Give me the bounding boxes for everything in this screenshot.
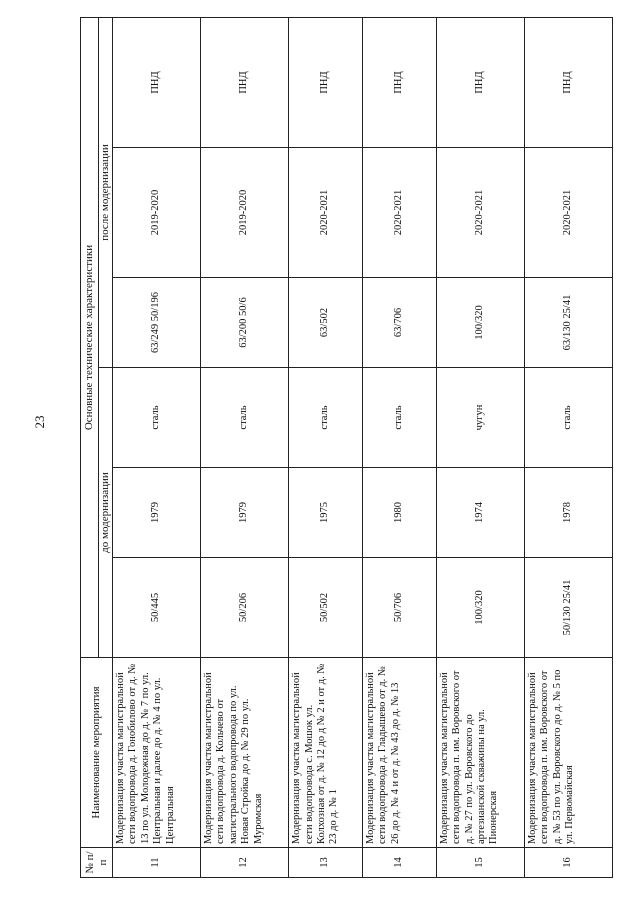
row-pipe: ПНД [201,18,289,148]
row-num: 12 [201,848,289,878]
row-material: сталь [524,368,612,468]
row-pipe: ПНД [436,18,524,148]
row-year-before: 1974 [436,468,524,558]
row-pipe: ПНД [113,18,201,148]
row-year-after: 2019-2020 [113,148,201,278]
row-diam-before: 50/445 [113,558,201,658]
row-year-after: 2020-2021 [436,148,524,278]
row-material: сталь [201,368,289,468]
header-characteristics: Основные технические характеристики [81,18,99,658]
row-year-before: 1980 [362,468,436,558]
row-year-after: 2020-2021 [524,148,612,278]
row-material: сталь [362,368,436,468]
row-diam-after: 63/706 [362,278,436,368]
modernization-table [80,17,613,878]
row-year-before: 1978 [524,468,612,558]
table-row [201,18,289,878]
row-name: Модернизация участка магистральной сети водопровода д. Гладышево от д. № 26 до д. № 4 и от д. № 43 до д. № 13 [362,658,436,848]
table-row [524,18,612,878]
page-number: 23 [32,415,47,429]
row-pipe: ПНД [362,18,436,148]
row-material: сталь [289,368,363,468]
row-num: 15 [436,848,524,878]
row-year-before: 1979 [113,468,201,558]
row-diam-after: 63/249 50/196 [113,278,201,368]
row-name: Модернизация участка магистральной сети водопровода д. Гонобилово от д. № 13 по ул. Молодежная до д. № 7 по ул. Центральная и далее до д. № 4 по ул. Центральная [113,658,201,848]
table-row [436,18,524,878]
row-year-after: 2020-2021 [362,148,436,278]
header-name: Наименование мероприятия [81,658,113,848]
row-year-after: 2020-2021 [289,148,363,278]
rotated-table-container [80,18,613,878]
row-diam-before: 50/502 [289,558,363,658]
table-row [113,18,201,878]
row-num: 11 [113,848,201,878]
row-material: чугун [436,368,524,468]
row-name: Модернизация участка магистральной сети водопровода п. им. Воровского от д. № 53 по ул. Воровского до д. № 5 по ул. Первомайская [524,658,612,848]
header-after: после модернизации [99,18,113,368]
row-diam-after: 63/502 [289,278,363,368]
row-diam-after: 63/200 50/6 [201,278,289,368]
row-diam-before: 50/206 [201,558,289,658]
row-material: сталь [113,368,201,468]
row-pipe: ПНД [524,18,612,148]
row-year-before: 1979 [201,468,289,558]
header-row-1 [81,18,99,878]
row-diam-before: 50/706 [362,558,436,658]
row-diam-before: 50/130 25/41 [524,558,612,658]
row-name: Модернизация участка магистральной сети водопровода д. Кольчево от магистрального водопровода по ул. Новая Стройка до д. № 29 по ул. Муромская [201,658,289,848]
row-num: 16 [524,848,612,878]
row-name: Модернизация участка магистральной сети водопровода п. им. Воровского от д. № 27 по ул. Воровского до артезианской скважины на ул. Пионерская [436,658,524,848]
row-num: 13 [289,848,363,878]
row-diam-after: 63/130 25/41 [524,278,612,368]
row-year-after: 2019-2020 [201,148,289,278]
header-before: до модернизации [99,368,113,658]
row-year-before: 1975 [289,468,363,558]
header-num: № п/п [81,848,113,878]
row-pipe: ПНД [289,18,363,148]
row-diam-after: 100/320 [436,278,524,368]
table-row [362,18,436,878]
table-row [289,18,363,878]
row-diam-before: 100/320 [436,558,524,658]
row-num: 14 [362,848,436,878]
row-name: Модернизация участка магистральной сети водопровода с. Мошок ул. Колхозная от д. № 12 до д № 2 и от д. № 23 до д. № 1 [289,658,363,848]
